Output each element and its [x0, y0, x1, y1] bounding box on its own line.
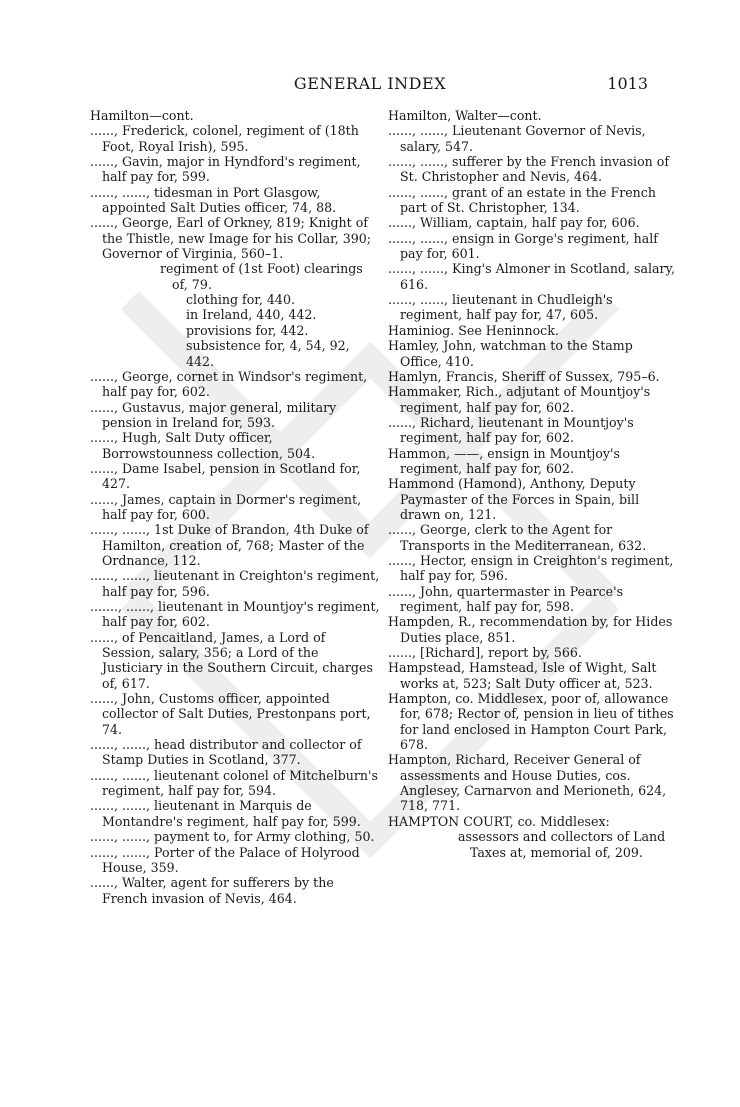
index-entry: regiment of (1st Foot) clearings of, 79.: [160, 261, 363, 292]
index-entry: Haminiog. See Heninnock.: [388, 322, 559, 338]
index-entry: ......, ......, ensign in Gorge's regiment, half pay for, 601.: [388, 230, 658, 262]
index-entry: ......, ......, lieutenant in Creighton's regiment, half pay for, 596.: [90, 568, 380, 599]
index-entry: Hammond (Hamond), Anthony, Deputy Paymaster of the Forces in Spain, bill drawn on, 121.: [388, 476, 640, 522]
index-entry: Hampden, R., recommendation by, for Hides Duties place, 851.: [388, 614, 673, 645]
index-entry: ......, George, clerk to the Agent for Transports in the Mediterranean, 632.: [388, 522, 647, 553]
index-entry: ......, Frederick, colonel, regiment of (18th Foot, Royal Irish), 595.: [90, 123, 359, 154]
index-entry: ......, ......, head distributor and collector of Stamp Duties in Scotland, 377.: [90, 737, 362, 768]
index-entry: ......, Walter, agent for sufferers by the French invasion of Nevis, 464.: [90, 875, 334, 906]
index-entry: Hampton, Richard, Receiver General of assessments and House Duties, cos. Anglesey, Carnarvon and Merioneth, 624, 718, 771.: [388, 752, 667, 814]
index-entry: Hamley, John, watchman to the Stamp Office, 410.: [388, 338, 633, 369]
index-entry: ......, ......, sufferer by the French invasion of St. Christopher and Nevis, 464.: [388, 154, 670, 185]
index-entry: HAMPTON COURT, co. Middlesex:: [388, 813, 610, 829]
index-entry: ......, of Pencaitland, James, a Lord of Session, salary, 356; a Lord of the Justiciary in the Southern Circuit, charges of, 617.: [90, 629, 373, 691]
index-entry: Hammon, ——, ensign in Mountjoy's regiment, half pay for, 602.: [388, 445, 620, 476]
index-column-right: [388, 108, 678, 860]
index-entry: Hampton, co. Middlesex, poor of, allowance for, 678; Rector of, pension in lieu of tithes for land enclosed in Hampton Court Park, 678.: [388, 691, 674, 753]
index-entry: ......, ......, grant of an estate in the French part of St. Christopher, 134.: [388, 184, 656, 216]
index-entry: provisions for, 442.: [186, 322, 309, 338]
index-entry: ......, ......, lieutenant in Chudleigh's regiment, half pay for, 47, 605.: [388, 292, 613, 323]
index-entry: subsistence for, 4, 54, 92, 442.: [186, 338, 350, 369]
page-header: [92, 74, 648, 98]
index-entry: ......, John, Customs officer, appointed collector of Salt Duties, Prestonpans port, 74.: [90, 691, 371, 737]
index-entry: ......, Gavin, major in Hyndford's regiment, half pay for, 599.: [90, 154, 361, 185]
index-column-left: [90, 108, 380, 906]
index-entry: ......, James, captain in Dormer's regiment, half pay for, 600.: [90, 491, 362, 522]
index-entry: Hamlyn, Francis, Sheriff of Sussex, 795–6.: [388, 368, 660, 384]
index-entry: ......, ......, Porter of the Palace of Holyrood House, 359.: [90, 844, 360, 875]
index-entry: ......, ......, lieutenant in Marquis de Montandre's regiment, half pay for, 599.: [90, 798, 361, 829]
index-entry: ......, ......, 1st Duke of Brandon, 4th Duke of Hamilton, creation of, 768; Master of the Ordnance, 112.: [90, 522, 369, 568]
page-title: GENERAL INDEX: [293, 74, 447, 93]
index-entry: ......, George, cornet in Windsor's regiment, half pay for, 602.: [90, 368, 368, 400]
index-entry: ......, ......, tidesman in Port Glasgow, appointed Salt Duties officer, 74, 88.: [90, 184, 337, 216]
index-entry: Hamilton, Walter—cont.: [388, 108, 542, 123]
index-entry: ......, ......, Lieutenant Governor of Nevis, salary, 547.: [388, 123, 646, 154]
index-entry: ......, Richard, lieutenant in Mountjoy's regiment, half pay for, 602.: [388, 414, 634, 446]
index-entry: ......, ......, King's Almoner in Scotland, salary, 616.: [388, 261, 675, 292]
index-entry: ......, Gustavus, major general, military pension in Ireland for, 593.: [90, 399, 337, 430]
index-entry: ......, Hugh, Salt Duty officer, Borrowstounness collection, 504.: [90, 430, 316, 461]
index-entry: in Ireland, 440, 442.: [186, 307, 317, 323]
page-number: 1013: [607, 74, 648, 93]
index-entry: ......, ......, payment to, for Army clothing, 50.: [90, 829, 375, 845]
index-entry: clothing for, 440.: [186, 292, 295, 308]
index-entry: Hampstead, Hamstead, Isle of Wight, Salt works at, 523; Salt Duty officer at, 523.: [388, 660, 657, 691]
index-entry: ......., ......, lieutenant in Mountjoy's regiment, half pay for, 602.: [90, 599, 380, 630]
index-entry: assessors and collectors of Land Taxes at, memorial of, 209.: [458, 829, 666, 860]
index-entry: Hamilton—cont.: [90, 108, 194, 123]
index-entry: ......, Dame Isabel, pension in Scotland for, 427.: [90, 460, 361, 492]
index-entry: ......, [Richard], report by, 566.: [388, 645, 582, 661]
index-entry: ......, William, captain, half pay for, 606.: [388, 215, 640, 231]
index-entry: ......, Hector, ensign in Creighton's regiment, half pay for, 596.: [388, 552, 674, 584]
index-entry: ......, George, Earl of Orkney, 819; Knight of the Thistle, new Image for his Collar, 390; Governor of Virginia, 560–1.: [90, 215, 372, 262]
index-entry: Hammaker, Rich., adjutant of Mountjoy's regiment, half pay for, 602.: [388, 384, 651, 415]
index-entry: ......, John, quartermaster in Pearce's regiment, half pay for, 598.: [388, 583, 624, 614]
index-entry: ......, ......, lieutenant colonel of Mitchelburn's regiment, half pay for, 594.: [90, 767, 378, 799]
